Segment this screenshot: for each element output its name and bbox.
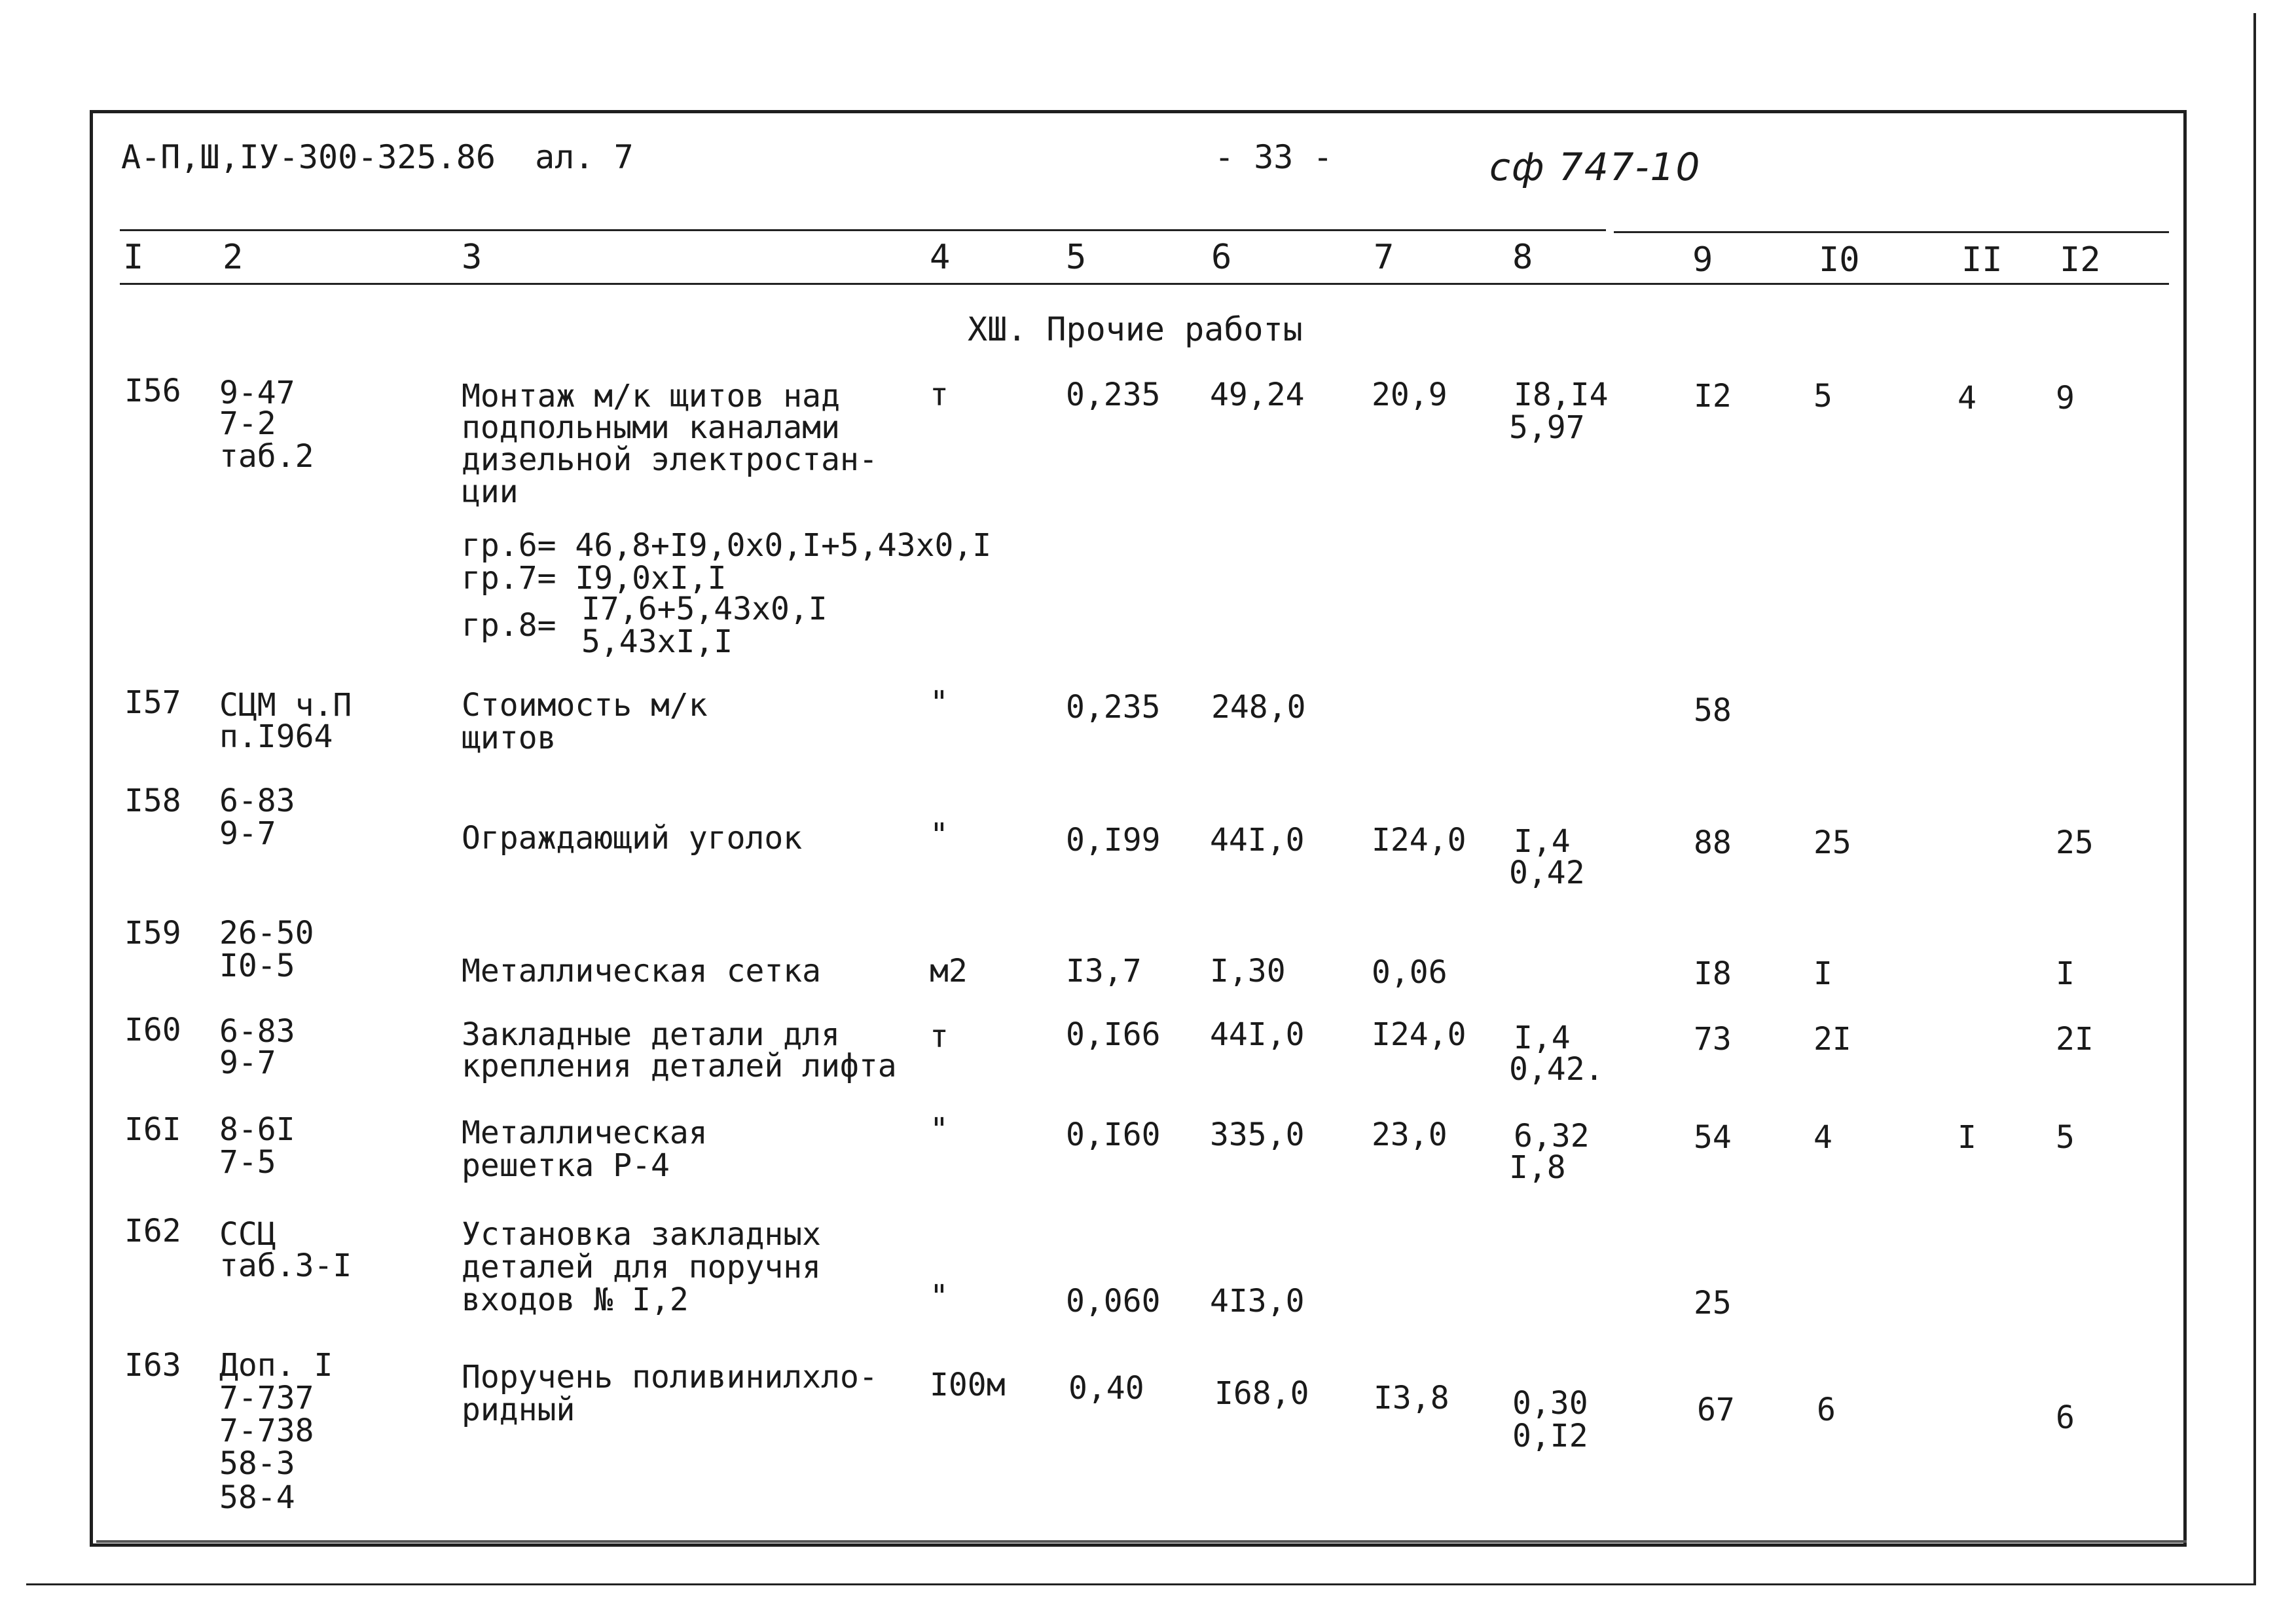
col9-value: 73	[1694, 1021, 1732, 1058]
work-description: Монтаж м/к щитов над	[462, 378, 840, 415]
col9-value: 58	[1694, 692, 1732, 729]
col8-value: 0,42.	[1509, 1051, 1604, 1088]
norm-code: 7-5	[219, 1144, 276, 1181]
column-number-1: I	[123, 238, 144, 277]
col12-value: 25	[2056, 824, 2094, 861]
col7-value: I3,8	[1374, 1380, 1449, 1416]
col6-value: I,30	[1210, 953, 1286, 989]
norm-code: таб.3-I	[219, 1247, 352, 1284]
col8-value: I,8	[1509, 1149, 1566, 1186]
column-number-3: 3	[462, 238, 483, 277]
header-rule-bottom	[120, 283, 2169, 285]
norm-code: 9-7	[219, 1044, 276, 1081]
norm-code: I0-5	[219, 948, 295, 984]
column-number-2: 2	[223, 238, 244, 277]
col8-value: 0,42	[1509, 855, 1585, 891]
unit: т	[930, 377, 949, 413]
row-number: I59	[124, 915, 181, 951]
norm-code: 9-7	[219, 815, 276, 852]
col12-value: 5	[2056, 1119, 2075, 1156]
norm-code: 7-2	[219, 405, 276, 442]
calc-note: 5,43xI,I	[581, 623, 733, 660]
col12-value: 9	[2056, 380, 2075, 416]
col8-value: I,4	[1514, 1020, 1571, 1056]
work-description: Закладные детали для	[462, 1016, 840, 1053]
unit: "	[930, 817, 949, 853]
unit: "	[930, 1111, 949, 1148]
work-description: крепления деталей лифта	[462, 1048, 897, 1084]
norm-code: 9-47	[219, 375, 295, 411]
norm-code: п.I964	[219, 718, 333, 755]
row-number: I58	[124, 783, 181, 819]
col10-value: 2I	[1813, 1021, 1851, 1058]
calc-note: I7,6+5,43x0,I	[581, 591, 828, 627]
row-number: I62	[124, 1213, 181, 1249]
work-description: подпольными каналами	[462, 409, 840, 446]
norm-code: 6-83	[219, 783, 295, 819]
col6-value: 44I,0	[1210, 1016, 1305, 1053]
row-number: I57	[124, 684, 181, 721]
column-number-4: 4	[930, 238, 951, 277]
work-description: Ограждающий уголок	[462, 820, 803, 857]
column-number-10: I0	[1819, 240, 1860, 280]
col9-value: I8	[1694, 955, 1732, 992]
work-description: Стоимость м/к	[462, 687, 708, 724]
col9-value: 54	[1694, 1119, 1732, 1156]
column-number-6: 6	[1211, 238, 1232, 277]
work-description: решетка Р-4	[462, 1147, 670, 1184]
norm-code: 7-737	[219, 1380, 314, 1416]
col7-value: 20,9	[1372, 377, 1448, 413]
section-title: XШ. Прочие работы	[968, 310, 1303, 348]
col6-value: 49,24	[1210, 377, 1305, 413]
calc-note: гр.6= 46,8+I9,0x0,I+5,43x0,I	[462, 527, 992, 564]
header-rule-top-right	[1614, 231, 2169, 233]
page-right-border	[2253, 13, 2256, 1585]
column-number-9: 9	[1692, 240, 1713, 280]
col6-value: 4I3,0	[1210, 1283, 1305, 1320]
col8-value: 5,97	[1509, 409, 1585, 446]
page-number: - 33 -	[1214, 138, 1333, 176]
col11-value: I	[1958, 1119, 1977, 1156]
page-bottom-border	[26, 1583, 2256, 1585]
quantity: I3,7	[1066, 953, 1142, 989]
work-description: Установка закладных	[462, 1216, 822, 1253]
norm-code: 58-3	[219, 1445, 295, 1482]
norm-code: 8-6I	[219, 1111, 295, 1148]
norm-code: 6-83	[219, 1013, 295, 1050]
col12-value: 2I	[2056, 1021, 2094, 1058]
col8-value: I8,I4	[1514, 377, 1609, 413]
quantity: 0,235	[1066, 689, 1161, 726]
col10-value: I	[1813, 955, 1832, 992]
work-description: дизельной электростан-	[462, 441, 878, 478]
work-description: Металлическая сетка	[462, 953, 822, 989]
col9-value: I2	[1694, 378, 1732, 415]
column-number-7: 7	[1374, 238, 1394, 277]
norm-code: Доп. I	[219, 1347, 333, 1384]
row-number: I60	[124, 1012, 181, 1048]
calc-note: гр.8=	[462, 607, 556, 644]
col6-value: 44I,0	[1210, 822, 1305, 858]
unit: "	[930, 684, 949, 721]
col6-value: I68,0	[1214, 1375, 1309, 1412]
col7-value: 0,06	[1372, 954, 1448, 991]
quantity: 0,235	[1066, 377, 1161, 413]
archive-stamp: сф 747-10	[1489, 145, 1702, 189]
norm-code: ССЦ	[219, 1216, 276, 1253]
col9-value: 25	[1694, 1285, 1732, 1321]
work-description: Металлическая	[462, 1115, 708, 1151]
column-number-11: II	[1961, 240, 2003, 280]
col12-value: I	[2056, 955, 2075, 992]
col6-value: 248,0	[1211, 689, 1306, 726]
work-description: ции	[462, 473, 519, 510]
work-description: ридный	[462, 1392, 575, 1428]
norm-code: СЦМ ч.П	[219, 687, 352, 724]
col10-value: 25	[1813, 824, 1851, 861]
column-number-8: 8	[1512, 238, 1533, 277]
row-number: I6I	[124, 1111, 181, 1148]
quantity: 0,I99	[1066, 822, 1161, 858]
unit: м2	[930, 953, 968, 989]
col6-value: 335,0	[1210, 1116, 1305, 1153]
col11-value: 4	[1958, 380, 1977, 416]
col8-value: I,4	[1514, 823, 1571, 860]
col10-value: 4	[1813, 1119, 1832, 1156]
col8-value: 0,I2	[1512, 1418, 1588, 1454]
norm-code: таб.2	[219, 438, 314, 475]
quantity: 0,I60	[1066, 1116, 1161, 1153]
row-number: I56	[124, 373, 181, 409]
col7-value: I24,0	[1372, 822, 1467, 858]
work-description: деталей для поручня	[462, 1249, 822, 1285]
unit: I00м	[930, 1367, 1006, 1403]
frame-shadow	[96, 1540, 2187, 1543]
row-number: I63	[124, 1347, 181, 1384]
col7-value: I24,0	[1372, 1016, 1467, 1053]
col9-value: 67	[1697, 1392, 1735, 1428]
norm-code: 58-4	[219, 1479, 295, 1516]
col8-value: 6,32	[1514, 1118, 1590, 1154]
quantity: 0,060	[1066, 1283, 1161, 1320]
col9-value: 88	[1694, 824, 1732, 861]
work-description: щитов	[462, 720, 556, 756]
column-number-12: I2	[2060, 240, 2101, 280]
quantity: 0,I66	[1066, 1016, 1161, 1053]
column-number-5: 5	[1066, 238, 1087, 277]
calc-note: гр.7= I9,0xI,I	[462, 560, 727, 597]
unit: т	[930, 1018, 949, 1055]
col8-value: 0,30	[1512, 1385, 1588, 1422]
work-description: входов № I,2	[462, 1282, 689, 1318]
col7-value: 23,0	[1372, 1116, 1448, 1153]
norm-code: 26-50	[219, 915, 314, 951]
doc-code: А-П,Ш,IУ-300-325.86 ал. 7	[121, 138, 634, 176]
col12-value: 6	[2056, 1399, 2075, 1436]
col10-value: 5	[1813, 378, 1832, 415]
quantity: 0,40	[1068, 1370, 1144, 1407]
norm-code: 7-738	[219, 1412, 314, 1449]
work-description: Поручень поливинилхло-	[462, 1359, 878, 1395]
col10-value: 6	[1817, 1392, 1836, 1428]
unit: "	[930, 1278, 949, 1315]
header-rule-top-left	[120, 229, 1606, 231]
